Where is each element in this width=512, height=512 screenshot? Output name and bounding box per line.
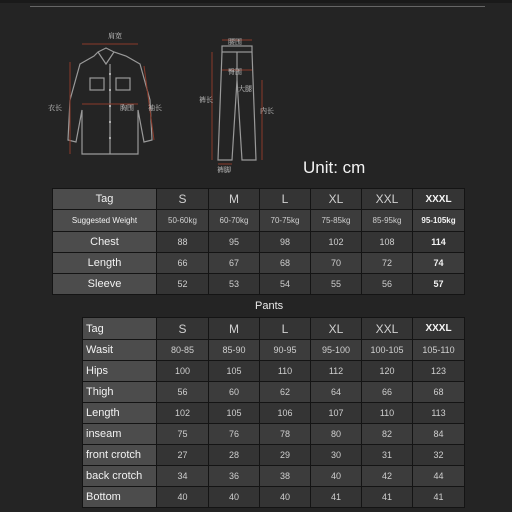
table-cell: 40 [157, 487, 209, 508]
header-size: XXL [362, 318, 413, 340]
table-cell: 66 [157, 253, 209, 274]
table-row [53, 253, 465, 274]
table-cell: 55 [311, 274, 362, 295]
header-size: S [157, 189, 209, 210]
pants-title: Pants [255, 300, 284, 312]
table-cell: 54 [260, 274, 311, 295]
table-cell: 70-75kg [260, 210, 311, 232]
table-cell: 64 [311, 382, 362, 403]
table-cell: 62 [260, 382, 311, 403]
table-cell: 60 [209, 382, 260, 403]
table-row [53, 274, 465, 295]
table-cell: 105-110 [413, 340, 465, 361]
table-row [83, 382, 465, 403]
table-cell: 85-95kg [362, 210, 413, 232]
table-cell: 85-90 [209, 340, 260, 361]
table-cell: 36 [209, 466, 260, 487]
table-cell: 38 [260, 466, 311, 487]
table-cell: 41 [413, 487, 465, 508]
table-cell: 100-105 [362, 340, 413, 361]
shirt-label-sleeve: 袖长 [148, 105, 162, 112]
table-cell: 105 [209, 361, 260, 382]
table-cell: 114 [413, 232, 465, 253]
shirt-label-chest: 胸围 [120, 105, 134, 112]
pants-label-hips: 臀围 [228, 69, 242, 76]
table-cell: 105 [209, 403, 260, 424]
pants-header-row [83, 318, 465, 340]
header-size: S [157, 318, 209, 340]
table-cell: 78 [260, 424, 311, 445]
table-cell: 41 [311, 487, 362, 508]
header-size: XXXL [413, 318, 465, 340]
unit-label: Unit: cm [303, 158, 366, 177]
table-cell: 102 [157, 403, 209, 424]
pants-label-waist: 腰围 [228, 39, 242, 46]
table-row [83, 445, 465, 466]
row-label: Length [53, 253, 157, 274]
table-cell: 44 [413, 466, 465, 487]
pants-label-leg-opening: 裤脚 [217, 167, 231, 174]
table-row [83, 403, 465, 424]
table-cell: 27 [157, 445, 209, 466]
table-cell: 56 [362, 274, 413, 295]
table-cell: 110 [260, 361, 311, 382]
table-row [53, 232, 465, 253]
table-cell: 95-105kg [413, 210, 465, 232]
table-cell: 68 [413, 382, 465, 403]
table-cell: 57 [413, 274, 465, 295]
table-cell: 42 [362, 466, 413, 487]
table-cell: 72 [362, 253, 413, 274]
table-cell: 40 [209, 487, 260, 508]
table-cell: 75-85kg [311, 210, 362, 232]
table-row [83, 487, 465, 508]
table-cell: 40 [311, 466, 362, 487]
table-cell: 67 [209, 253, 260, 274]
header-size: XXXL [413, 189, 465, 210]
header-size: XL [311, 318, 362, 340]
row-label: Thigh [83, 382, 157, 403]
table-cell: 113 [413, 403, 465, 424]
header-tag: Tag [83, 318, 157, 340]
header-size: L [260, 318, 311, 340]
table-cell: 50-60kg [157, 210, 209, 232]
table-cell: 98 [260, 232, 311, 253]
row-label: Chest [53, 232, 157, 253]
table-cell: 32 [413, 445, 465, 466]
header-size: M [209, 318, 260, 340]
table-cell: 95 [209, 232, 260, 253]
shirt-label-shoulder: 肩宽 [108, 33, 122, 40]
top-divider [30, 3, 485, 7]
table-cell: 68 [260, 253, 311, 274]
table-cell: 80 [311, 424, 362, 445]
table-row [83, 340, 465, 361]
table-cell: 110 [362, 403, 413, 424]
table-row [83, 424, 465, 445]
table-cell: 82 [362, 424, 413, 445]
table-row [83, 361, 465, 382]
table-cell: 56 [157, 382, 209, 403]
table-cell: 80-85 [157, 340, 209, 361]
row-label: Sleeve [53, 274, 157, 295]
row-label: back crotch [83, 466, 157, 487]
table-cell: 75 [157, 424, 209, 445]
pants-label-thigh: 大腿 [238, 86, 252, 93]
table-cell: 31 [362, 445, 413, 466]
table-cell: 29 [260, 445, 311, 466]
row-label: Bottom [83, 487, 157, 508]
table-cell: 108 [362, 232, 413, 253]
table-cell: 34 [157, 466, 209, 487]
header-tag: Tag [53, 189, 157, 210]
table-cell: 74 [413, 253, 465, 274]
table-cell: 52 [157, 274, 209, 295]
header-size: L [260, 189, 311, 210]
pants-label-inseam: 内长 [260, 108, 274, 115]
table-cell: 107 [311, 403, 362, 424]
table-cell: 123 [413, 361, 465, 382]
table-cell: 76 [209, 424, 260, 445]
table-cell: 28 [209, 445, 260, 466]
pants-label-outseam: 裤长 [199, 97, 213, 104]
table-cell: 40 [260, 487, 311, 508]
table-cell: 41 [362, 487, 413, 508]
table-cell: 88 [157, 232, 209, 253]
table-cell: 66 [362, 382, 413, 403]
table-cell: 100 [157, 361, 209, 382]
pants-size-table [82, 317, 465, 508]
table-cell: 70 [311, 253, 362, 274]
row-label: front crotch [83, 445, 157, 466]
row-label: inseam [83, 424, 157, 445]
shirt-diagram [40, 30, 180, 170]
row-label: Hips [83, 361, 157, 382]
shirt-label-length: 衣长 [48, 105, 62, 112]
header-size: XXL [362, 189, 413, 210]
table-cell: 84 [413, 424, 465, 445]
table-cell: 30 [311, 445, 362, 466]
table-cell: 102 [311, 232, 362, 253]
table-row [83, 466, 465, 487]
table-cell: 95-100 [311, 340, 362, 361]
shirt-header-row [53, 189, 465, 210]
header-size: M [209, 189, 260, 210]
table-cell: 120 [362, 361, 413, 382]
row-label: Wasit [83, 340, 157, 361]
shirt-size-table [52, 188, 465, 295]
table-cell: 53 [209, 274, 260, 295]
table-cell: 60-70kg [209, 210, 260, 232]
table-cell: 90-95 [260, 340, 311, 361]
table-cell: 106 [260, 403, 311, 424]
row-label: Length [83, 403, 157, 424]
row-label: Suggested Weight [53, 210, 157, 232]
header-size: XL [311, 189, 362, 210]
table-row [53, 210, 465, 232]
table-cell: 112 [311, 361, 362, 382]
